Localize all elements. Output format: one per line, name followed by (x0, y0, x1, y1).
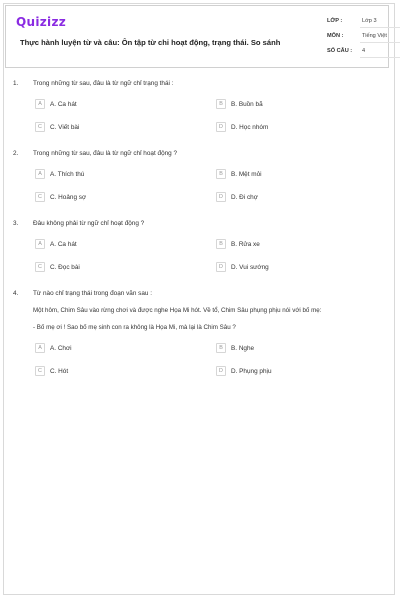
option-text: B. Rửa xe (231, 240, 260, 248)
meta-value: Tiếng Việt (362, 33, 387, 39)
option-text: D. Vui sướng (231, 263, 269, 271)
option-letter-box[interactable]: D (216, 192, 226, 202)
option-text: C. Viết bài (50, 123, 80, 131)
option-text: D. Phụng phịu (231, 367, 272, 375)
option-text: B. Nghe (231, 344, 255, 352)
option-letter-box[interactable]: A (35, 343, 45, 353)
worksheet-page (3, 3, 395, 595)
meta-value: Lớp 3 (362, 18, 377, 24)
option-text: A. Chơi (50, 344, 72, 352)
meta-label: SỐ CÂU : (327, 48, 353, 54)
option-letter-box[interactable]: D (216, 366, 226, 376)
meta-divider (360, 42, 400, 43)
question-text: Từ nào chỉ trạng thái trong đoạn văn sau : (33, 290, 153, 297)
option-letter-box[interactable]: C (35, 122, 45, 132)
option-text: D. Học nhóm (231, 123, 269, 131)
question-number: 1. (13, 80, 19, 87)
option-text: C. Hót (50, 367, 69, 375)
meta-value: 4 (362, 48, 366, 54)
option-text: D. Đi chợ (231, 193, 258, 201)
worksheet-title: Thực hành luyện từ và câu: Ôn tập từ chỉ hoạt động, trạng thái. So sánh (20, 38, 281, 47)
passage-line: Một hôm, Chim Sâu vào rừng chơi và được nghe Họa Mi hót. Về tổ, Chim Sâu phụng phịu nói với bố mẹ: (33, 307, 322, 314)
question-number: 2. (13, 150, 19, 157)
option-text: C. Đọc bài (50, 263, 80, 271)
meta-label: MÔN : (327, 33, 344, 39)
option-text: A. Ca hát (50, 240, 77, 248)
quizizz-logo: Quizizz (16, 15, 67, 29)
question-number: 4. (13, 290, 19, 297)
meta-label: LỚP : (327, 18, 343, 24)
question-number: 3. (13, 220, 19, 227)
question-text: Đâu không phải từ ngữ chỉ hoạt động ? (33, 220, 145, 227)
meta-class (327, 18, 391, 32)
option-letter-box[interactable]: C (35, 262, 45, 272)
option-letter-box[interactable]: D (216, 262, 226, 272)
option-text: A. Ca hát (50, 100, 77, 108)
option-letter-box[interactable]: A (35, 169, 45, 179)
option-letter-box[interactable]: B (216, 239, 226, 249)
option-letter-box[interactable]: B (216, 343, 226, 353)
option-text: C. Hoảng sợ (50, 193, 87, 201)
option-letter-box[interactable]: C (35, 192, 45, 202)
option-text: B. Buồn bã (231, 100, 263, 108)
option-letter-box[interactable]: A (35, 99, 45, 109)
question-text: Trong những từ sau, đâu là từ ngữ chỉ trạng thái : (33, 80, 174, 87)
question-text: Trong những từ sau, đâu là từ ngữ chỉ hoạt động ? (33, 150, 178, 157)
meta-subject (327, 33, 391, 47)
option-letter-box[interactable]: A (35, 239, 45, 249)
option-letter-box[interactable]: C (35, 366, 45, 376)
worksheet-header (5, 5, 389, 68)
option-letter-box[interactable]: D (216, 122, 226, 132)
passage-line: - Bố mẹ ơi ! Sao bố mẹ sinh con ra không là Họa Mi, mà lại là Chim Sâu ? (33, 324, 236, 331)
meta-divider (360, 27, 400, 28)
option-letter-box[interactable]: B (216, 99, 226, 109)
option-text: A. Thích thú (50, 170, 85, 178)
meta-question-count (327, 48, 391, 62)
meta-divider (360, 57, 400, 58)
option-text: B. Mệt mỏi (231, 170, 262, 178)
option-letter-box[interactable]: B (216, 169, 226, 179)
